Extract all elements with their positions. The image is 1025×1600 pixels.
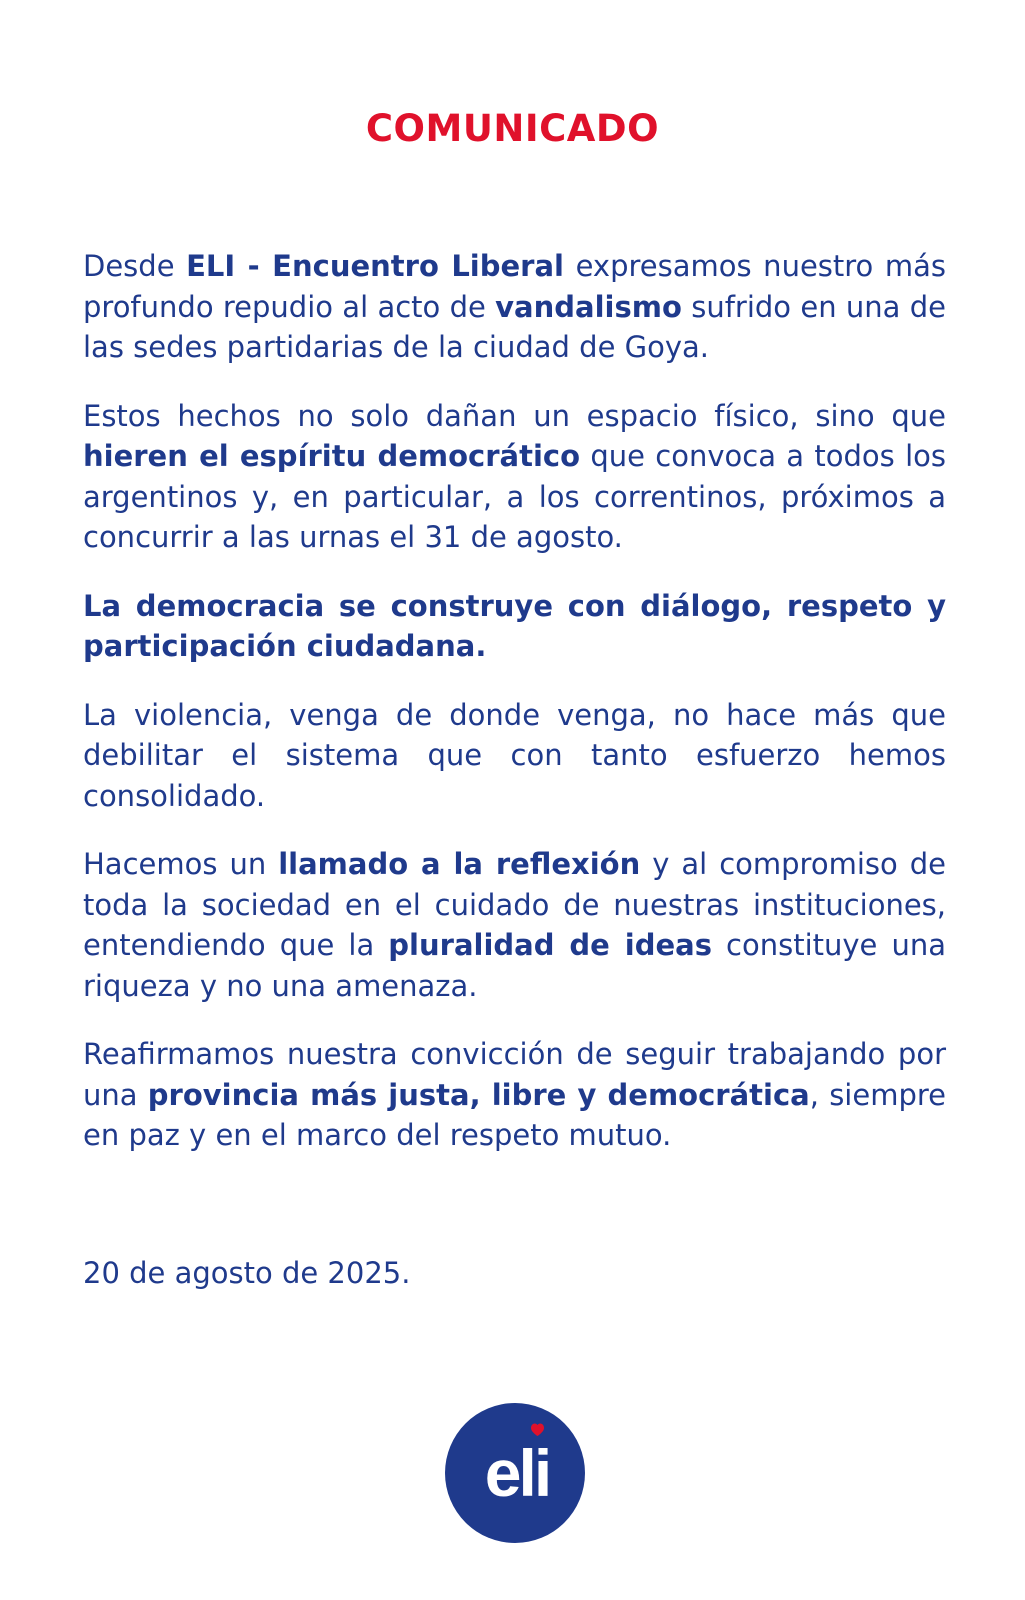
paragraph-6-text-2: , siempre en paz y en el marco del respeto mutuo. [83,1077,946,1152]
statement-body [83,246,946,1184]
paragraph-5-text-3: constituye una riqueza y no una amenaza. [83,928,946,1003]
party-name-emphasis: ELI - Encuentro Liberal [186,249,564,283]
paragraph-2 [83,396,946,558]
plurality-emphasis: pluralidad de ideas [388,928,712,962]
paragraph-2-text-2: que convoca a todos los argentinos y, en particular, a los correntinos, próximos a concurrir a las urnas el 31 de agosto. [83,439,946,554]
province-emphasis: provincia más justa, libre y democrática [147,1077,810,1112]
paragraph-6-text-1: Reafirmamos nuestra convicción de seguir trabajando por una [83,1037,946,1112]
paragraph-1-text-3: sufrido en una de las sedes partidarias de la ciudad de Goya. [83,289,946,364]
eli-logo-graphic [445,1403,585,1543]
logo-wordmark: eli [484,1436,550,1510]
eli-logo [445,1403,585,1543]
page-title: COMUNICADO [365,107,660,150]
paragraph-5 [83,844,946,1006]
paragraph-2-text-1: Estos hechos no solo dañan un espacio físico, sino que [83,398,946,433]
statement-date: 20 de agosto de 2025. [83,1256,411,1290]
paragraph-5-text-2: y al compromiso de toda la sociedad en el cuidado de nuestras instituciones, entendiendo que la [83,847,946,962]
paragraph-5-text-1: Hacemos un [83,847,279,881]
reflection-call-emphasis: llamado a la reflexión [278,847,641,881]
paragraph-6 [83,1034,946,1156]
paragraph-1-text-1: Desde [83,249,187,283]
paragraph-4: La violencia, venga de donde venga, no hace más que debilitar el sistema que con tanto esfuerzo hemos consolidado. [83,697,946,813]
paragraph-1-text-2: expresamos nuestro más profundo repudio al acto de [83,249,947,324]
paragraph-3-key-statement: La democracia se construye con diálogo, respeto y participación ciudadana. [83,588,946,663]
paragraph-1 [83,246,946,368]
democratic-spirit-emphasis: hieren el espíritu democrático [83,439,581,473]
vandalism-emphasis: vandalismo [495,289,682,324]
